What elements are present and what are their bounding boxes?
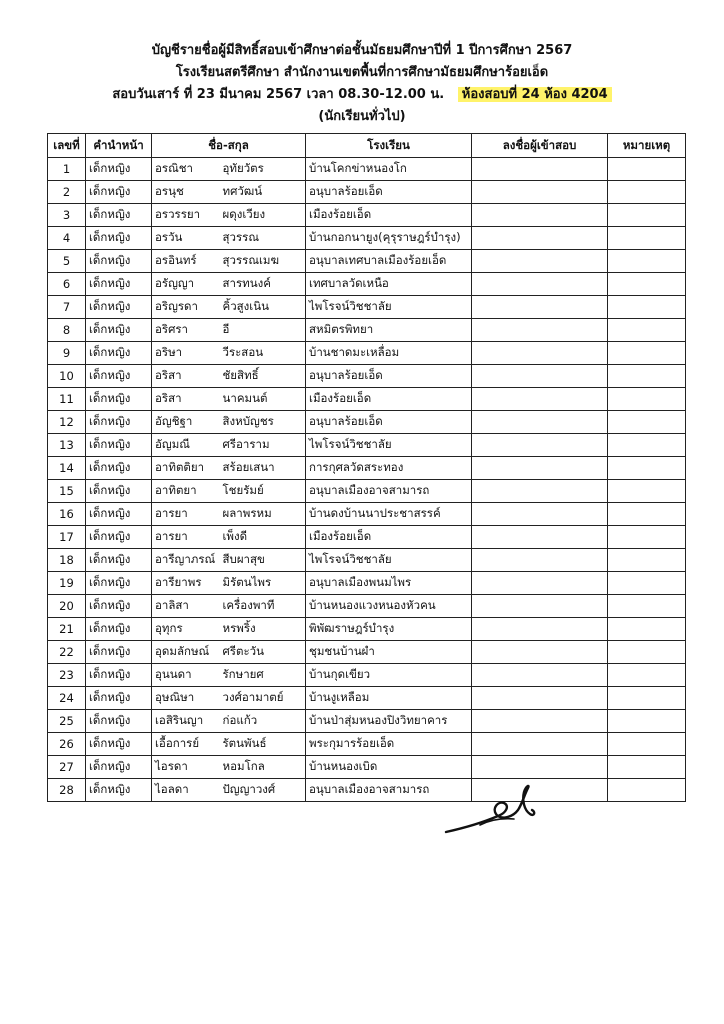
table-row (48, 434, 686, 457)
row-note-cell (608, 319, 686, 342)
row-school: บ้านโคกข่าหนองโก (306, 158, 472, 181)
row-note-cell (608, 733, 686, 756)
row-number: 15 (48, 480, 86, 503)
col-header-signature: ลงชื่อผู้เข้าสอบ (472, 134, 608, 158)
table-header-row (48, 134, 686, 158)
row-note-cell (608, 595, 686, 618)
col-header-note: หมายเหตุ (608, 134, 686, 158)
table-row (48, 365, 686, 388)
row-number: 18 (48, 549, 86, 572)
row-number: 6 (48, 273, 86, 296)
row-number: 14 (48, 457, 86, 480)
row-note-cell (608, 388, 686, 411)
row-prefix: เด็กหญิง (86, 158, 152, 181)
row-note-cell (608, 618, 686, 641)
row-note-cell (608, 342, 686, 365)
row-signature-cell (472, 526, 608, 549)
row-school: เมืองร้อยเอ็ด (306, 204, 472, 227)
roster-body (48, 158, 686, 802)
row-prefix: เด็กหญิง (86, 572, 152, 595)
row-first-name: อุษณิษา (152, 687, 220, 710)
row-last-name: โชยรัมย์ (220, 480, 306, 503)
row-signature-cell (472, 158, 608, 181)
row-school: อนุบาลเมืองอาจสามารถ (306, 779, 472, 802)
row-first-name: อุนนดา (152, 664, 220, 687)
table-row (48, 572, 686, 595)
roster-table (47, 133, 686, 802)
row-number: 21 (48, 618, 86, 641)
row-number: 2 (48, 181, 86, 204)
row-number: 26 (48, 733, 86, 756)
row-last-name: วงศ์อามาตย์ (220, 687, 306, 710)
row-signature-cell (472, 365, 608, 388)
row-signature-cell (472, 503, 608, 526)
row-signature-cell (472, 618, 608, 641)
row-school: บ้านชาดมะเหลื่อม (306, 342, 472, 365)
row-note-cell (608, 250, 686, 273)
table-row (48, 388, 686, 411)
row-school: บ้านป่าสุ่มหนองปิงวิทยาคาร (306, 710, 472, 733)
row-note-cell (608, 549, 686, 572)
row-signature-cell (472, 319, 608, 342)
row-prefix: เด็กหญิง (86, 687, 152, 710)
row-number: 13 (48, 434, 86, 457)
row-prefix: เด็กหญิง (86, 480, 152, 503)
row-last-name: สุวรรณเมฆ (220, 250, 306, 273)
table-row (48, 526, 686, 549)
row-last-name: มิรัตนไพร (220, 572, 306, 595)
row-school: การกุศลวัดสระทอง (306, 457, 472, 480)
row-prefix: เด็กหญิง (86, 342, 152, 365)
table-row (48, 710, 686, 733)
row-number: 7 (48, 296, 86, 319)
row-number: 12 (48, 411, 86, 434)
row-note-cell (608, 779, 686, 802)
row-prefix: เด็กหญิง (86, 273, 152, 296)
row-last-name: อี (220, 319, 306, 342)
row-prefix: เด็กหญิง (86, 227, 152, 250)
row-note-cell (608, 687, 686, 710)
row-school: เมืองร้อยเอ็ด (306, 526, 472, 549)
row-prefix: เด็กหญิง (86, 595, 152, 618)
row-school: อนุบาลเมืองอาจสามารถ (306, 480, 472, 503)
table-row (48, 204, 686, 227)
row-signature-cell (472, 273, 608, 296)
row-school: เมืองร้อยเอ็ด (306, 388, 472, 411)
row-first-name: อัญชิฐา (152, 411, 220, 434)
row-school: บ้านกุดเขียว (306, 664, 472, 687)
table-row (48, 595, 686, 618)
row-school: อนุบาลเทศบาลเมืองร้อยเอ็ด (306, 250, 472, 273)
row-number: 28 (48, 779, 86, 802)
row-last-name: คิ้วสูงเนิน (220, 296, 306, 319)
row-last-name: ศรีตะวัน (220, 641, 306, 664)
row-number: 19 (48, 572, 86, 595)
row-number: 1 (48, 158, 86, 181)
table-row (48, 411, 686, 434)
row-first-name: อุทุกร (152, 618, 220, 641)
row-school: บ้านหนองแวงหนองหัวคน (306, 595, 472, 618)
row-note-cell (608, 411, 686, 434)
row-signature-cell (472, 641, 608, 664)
row-first-name: อรณิชา (152, 158, 220, 181)
row-first-name: อาทิตติยา (152, 457, 220, 480)
row-last-name: สิงหบัญชร (220, 411, 306, 434)
row-first-name: อารียาพร (152, 572, 220, 595)
row-prefix: เด็กหญิง (86, 641, 152, 664)
table-row (48, 457, 686, 480)
row-first-name: อรอินทร์ (152, 250, 220, 273)
row-last-name: เครื่องพาที (220, 595, 306, 618)
row-prefix: เด็กหญิง (86, 365, 152, 388)
row-number: 10 (48, 365, 86, 388)
row-first-name: อาลิสา (152, 595, 220, 618)
row-school: อนุบาลเมืองพนมไพร (306, 572, 472, 595)
row-last-name: เพ็งดี (220, 526, 306, 549)
table-row (48, 319, 686, 342)
row-signature-cell (472, 710, 608, 733)
row-school: สหมิตรพิทยา (306, 319, 472, 342)
row-number: 20 (48, 595, 86, 618)
row-signature-cell (472, 549, 608, 572)
row-first-name: อรนุช (152, 181, 220, 204)
table-row (48, 181, 686, 204)
table-row (48, 503, 686, 526)
row-prefix: เด็กหญิง (86, 388, 152, 411)
row-first-name: อริษา (152, 342, 220, 365)
row-note-cell (608, 181, 686, 204)
row-first-name: อารยา (152, 526, 220, 549)
document-header (0, 40, 724, 128)
row-school: อนุบาลร้อยเอ็ด (306, 181, 472, 204)
row-note-cell (608, 434, 686, 457)
table-row (48, 250, 686, 273)
row-first-name: อริศรา (152, 319, 220, 342)
table-row (48, 641, 686, 664)
row-number: 8 (48, 319, 86, 342)
row-prefix: เด็กหญิง (86, 664, 152, 687)
row-last-name: รักษายศ (220, 664, 306, 687)
row-signature-cell (472, 664, 608, 687)
row-number: 27 (48, 756, 86, 779)
row-first-name: อารยา (152, 503, 220, 526)
row-school: ชุมชนบ้านผำ (306, 641, 472, 664)
row-last-name: สารทนงค์ (220, 273, 306, 296)
row-last-name: สร้อยเสนา (220, 457, 306, 480)
row-first-name: เอื้อการย์ (152, 733, 220, 756)
row-prefix: เด็กหญิง (86, 434, 152, 457)
table-row (48, 342, 686, 365)
row-last-name: ชัยสิทธิ์ (220, 365, 306, 388)
row-signature-cell (472, 434, 608, 457)
table-row (48, 158, 686, 181)
row-note-cell (608, 480, 686, 503)
row-note-cell (608, 457, 686, 480)
row-school: บ้านดงบ้านนาประชาสรรค์ (306, 503, 472, 526)
row-number: 5 (48, 250, 86, 273)
table-row (48, 618, 686, 641)
row-school: บ้านกอกนายูง(คุรุราษฎร์บำรุง) (306, 227, 472, 250)
row-signature-cell (472, 411, 608, 434)
row-number: 22 (48, 641, 86, 664)
row-number: 17 (48, 526, 86, 549)
row-prefix: เด็กหญิง (86, 549, 152, 572)
row-last-name: ผดุงเวียง (220, 204, 306, 227)
row-number: 4 (48, 227, 86, 250)
col-header-fullname: ชื่อ-สกุล (152, 134, 306, 158)
row-school: ไพโรจน์วิชชาลัย (306, 434, 472, 457)
row-note-cell (608, 227, 686, 250)
row-school: ไพโรจน์วิชชาลัย (306, 549, 472, 572)
row-last-name: ศรีอาราม (220, 434, 306, 457)
table-row (48, 227, 686, 250)
row-prefix: เด็กหญิง (86, 411, 152, 434)
row-school: พระกุมารร้อยเอ็ด (306, 733, 472, 756)
row-first-name: อรัญญา (152, 273, 220, 296)
row-prefix: เด็กหญิง (86, 733, 152, 756)
row-signature-cell (472, 342, 608, 365)
row-last-name: หอมโกล (220, 756, 306, 779)
row-number: 3 (48, 204, 86, 227)
table-row (48, 756, 686, 779)
row-last-name: อุทัยวัตร (220, 158, 306, 181)
table-row (48, 779, 686, 802)
row-prefix: เด็กหญิง (86, 756, 152, 779)
row-number: 25 (48, 710, 86, 733)
title-line-4: (นักเรียนทั่วไป) (318, 109, 406, 124)
row-signature-cell (472, 204, 608, 227)
row-last-name: หรพริ้ง (220, 618, 306, 641)
row-school: บ้านหนองเบิด (306, 756, 472, 779)
row-signature-cell (472, 733, 608, 756)
row-first-name: ไอรดา (152, 756, 220, 779)
row-note-cell (608, 503, 686, 526)
col-header-prefix: คำนำหน้า (86, 134, 152, 158)
row-note-cell (608, 158, 686, 181)
row-prefix: เด็กหญิง (86, 204, 152, 227)
row-signature-cell (472, 227, 608, 250)
row-prefix: เด็กหญิง (86, 503, 152, 526)
row-prefix: เด็กหญิง (86, 618, 152, 641)
row-note-cell (608, 664, 686, 687)
row-prefix: เด็กหญิง (86, 457, 152, 480)
table-row (48, 273, 686, 296)
col-header-no: เลขที่ (48, 134, 86, 158)
row-school: พิพัฒราษฎร์บำรุง (306, 618, 472, 641)
row-signature-cell (472, 595, 608, 618)
row-school: ไพโรจน์วิชชาลัย (306, 296, 472, 319)
title-line-1: บัญชีรายชื่อผู้มีสิทธิ์สอบเข้าศึกษาต่อชั้นมัธยมศึกษาปีที่ 1 ปีการศึกษา 2567 (151, 43, 573, 58)
row-note-cell (608, 365, 686, 388)
row-first-name: อารีญาภรณ์ (152, 549, 220, 572)
row-first-name: อรวัน (152, 227, 220, 250)
row-first-name: เอสิรินญา (152, 710, 220, 733)
table-row (48, 549, 686, 572)
table-row (48, 480, 686, 503)
row-school: อนุบาลร้อยเอ็ด (306, 365, 472, 388)
handwritten-signature-icon (440, 770, 540, 840)
row-school: เทศบาลวัดเหนือ (306, 273, 472, 296)
row-number: 24 (48, 687, 86, 710)
row-number: 11 (48, 388, 86, 411)
row-last-name: วีระสอน (220, 342, 306, 365)
row-prefix: เด็กหญิง (86, 250, 152, 273)
row-first-name: อัญมณี (152, 434, 220, 457)
row-first-name: ไอลดา (152, 779, 220, 802)
row-note-cell (608, 572, 686, 595)
row-prefix: เด็กหญิง (86, 319, 152, 342)
row-signature-cell (472, 250, 608, 273)
row-prefix: เด็กหญิง (86, 710, 152, 733)
row-signature-cell (472, 480, 608, 503)
row-note-cell (608, 273, 686, 296)
row-note-cell (608, 756, 686, 779)
row-number: 23 (48, 664, 86, 687)
row-last-name: สุวรรณ (220, 227, 306, 250)
title-line-3 (0, 84, 724, 106)
title-line-2: โรงเรียนสตรีศึกษา สำนักงานเขตพื้นที่การศึกษามัธยมศึกษาร้อยเอ็ด (175, 65, 549, 80)
row-last-name: นาคมนต์ (220, 388, 306, 411)
row-school: อนุบาลร้อยเอ็ด (306, 411, 472, 434)
row-first-name: อาทิตยา (152, 480, 220, 503)
row-last-name: ผลาพรหม (220, 503, 306, 526)
row-signature-cell (472, 388, 608, 411)
exam-date-time: สอบวันเสาร์ ที่ 23 มีนาคม 2567 เวลา 08.30-12.00 น. (112, 87, 445, 102)
row-prefix: เด็กหญิง (86, 181, 152, 204)
row-number: 16 (48, 503, 86, 526)
row-signature-cell (472, 296, 608, 319)
row-signature-cell (472, 687, 608, 710)
row-first-name: อริสา (152, 388, 220, 411)
row-prefix: เด็กหญิง (86, 779, 152, 802)
row-first-name: อริสา (152, 365, 220, 388)
exam-room-highlight: ห้องสอบที่ 24 ห้อง 4204 (458, 87, 612, 102)
table-row (48, 296, 686, 319)
row-first-name: อุดมลักษณ์ (152, 641, 220, 664)
row-last-name: รัตนพันธ์ (220, 733, 306, 756)
col-header-school: โรงเรียน (306, 134, 472, 158)
row-note-cell (608, 296, 686, 319)
row-note-cell (608, 641, 686, 664)
row-school: บ้านงูเหลือม (306, 687, 472, 710)
row-note-cell (608, 204, 686, 227)
row-signature-cell (472, 181, 608, 204)
row-first-name: อริญรดา (152, 296, 220, 319)
table-row (48, 664, 686, 687)
row-last-name: ทศวัฒน์ (220, 181, 306, 204)
row-note-cell (608, 710, 686, 733)
row-prefix: เด็กหญิง (86, 526, 152, 549)
row-prefix: เด็กหญิง (86, 296, 152, 319)
row-last-name: สีบผาสุข (220, 549, 306, 572)
row-signature-cell (472, 457, 608, 480)
row-last-name: ปัญญาวงศ์ (220, 779, 306, 802)
table-row (48, 733, 686, 756)
table-row (48, 687, 686, 710)
row-last-name: ก่อแก้ว (220, 710, 306, 733)
row-note-cell (608, 526, 686, 549)
row-number: 9 (48, 342, 86, 365)
row-first-name: อรวรรยา (152, 204, 220, 227)
row-signature-cell (472, 572, 608, 595)
